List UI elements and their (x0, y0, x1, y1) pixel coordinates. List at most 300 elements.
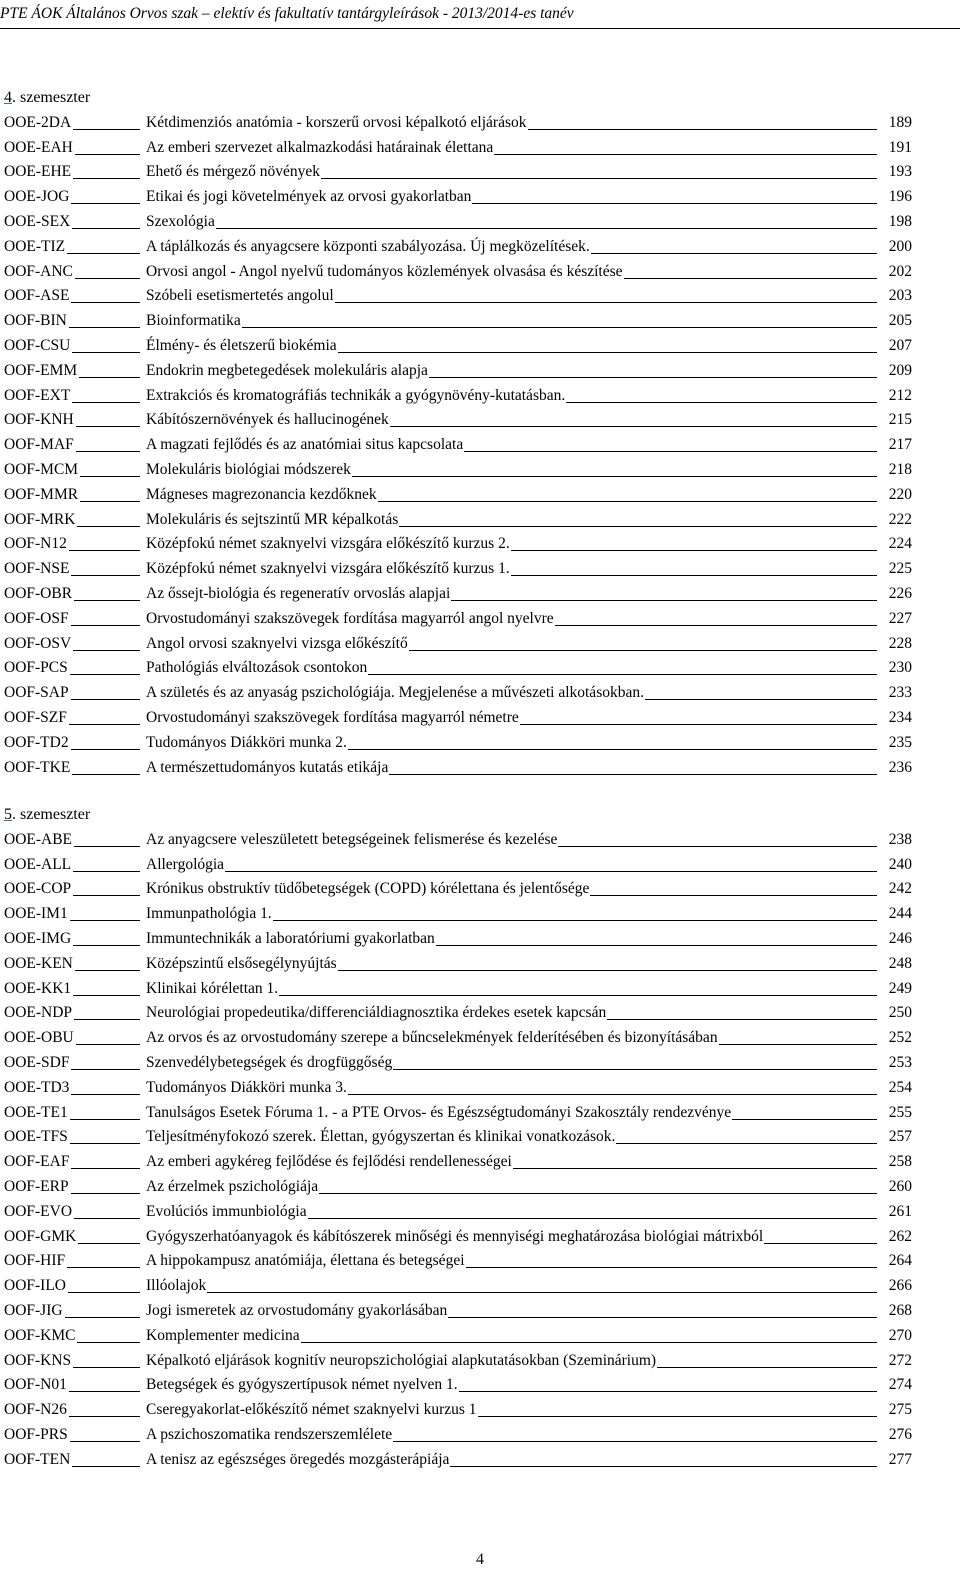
course-code: OOE-NDP (4, 1004, 73, 1022)
page-ref: 260 (888, 1178, 912, 1195)
toc-entry (4, 113, 912, 138)
page-ref: 248 (888, 954, 912, 972)
course-code: OOE-JOG (4, 188, 70, 206)
course-title: A tenisz az egészséges öregedés mozgásterápiája (146, 1450, 450, 1468)
course-title: Középfokú német szaknyelvi vizsgára előkészítő kurzus 2. (146, 535, 510, 553)
course-title-line (146, 1301, 880, 1321)
course-code: OOF-SAP (4, 684, 69, 702)
course-title-line (146, 187, 880, 207)
course-title-line (146, 113, 880, 133)
leader-line (511, 534, 877, 551)
course-title-line (146, 904, 880, 924)
toc-entry (4, 904, 912, 929)
leader-line (645, 683, 877, 700)
page-ref: 217 (888, 436, 912, 454)
toc-entry (4, 733, 912, 758)
course-title-line (146, 559, 880, 579)
leader-line (71, 1069, 140, 1070)
leader-line (348, 733, 877, 750)
course-title: Az őssejt-biológia és regeneratív orvoslás alapjai (146, 585, 451, 602)
course-title-line (146, 1251, 880, 1271)
page-ref: 257 (888, 1128, 912, 1146)
course-title: Bioinformatika (146, 312, 241, 330)
page-ref: 225 (888, 560, 912, 578)
course-title: Illóolajok (146, 1277, 207, 1295)
toc-entry (4, 336, 912, 361)
course-title-line (146, 138, 880, 158)
toc-entry (4, 534, 912, 559)
course-title: Krónikus obstruktív tüdőbetegségek (COPD) kórélettana és jelentősége (146, 880, 590, 898)
course-code: OOF-PRS (4, 1426, 68, 1443)
course-title: Endokrin megbetegedések molekuláris alapja (146, 361, 428, 379)
toc-entry (4, 212, 912, 237)
course-title: A hippokampusz anatómiája, élettana és betegségei (146, 1252, 465, 1270)
course-title: Tudományos Diákköri munka 3. (146, 1078, 347, 1096)
course-title: Etikai és jogi követelmények az orvosi gyakorlatban (146, 188, 472, 206)
page-ref: 252 (888, 1029, 912, 1047)
course-title-line (146, 1152, 880, 1172)
leader-line (75, 970, 140, 971)
course-code: OOF-PCS (4, 659, 68, 677)
toc-entry (4, 1078, 912, 1103)
course-title: Jogi ismeretek az orvostudomány gyakorlásában (146, 1302, 448, 1319)
course-title: Cseregyakorlat-előkészítő német szaknyelvi kurzus 1 (146, 1401, 477, 1419)
semester-heading (4, 88, 90, 108)
leader-line (390, 410, 877, 427)
course-title: A táplálkozás és anyagcsere központi szabályozása. Új megközelítések. (146, 237, 590, 255)
leader-line (321, 162, 877, 179)
leader-line (242, 311, 877, 328)
course-title-line (146, 1003, 880, 1023)
course-title-line (146, 435, 880, 455)
semester-number: 5 (4, 806, 12, 823)
course-code: OOE-COP (4, 880, 72, 898)
page-ref: 236 (888, 758, 912, 776)
course-title-line (146, 1127, 880, 1147)
leader-line (70, 1441, 140, 1442)
leader-line (472, 187, 877, 204)
course-title-line (146, 1375, 880, 1395)
leader-line (76, 426, 140, 427)
leader-line (72, 774, 140, 775)
toc-entry (4, 435, 912, 460)
course-code: OOE-ABE (4, 830, 73, 848)
course-title-line (146, 1177, 880, 1197)
course-title-line (146, 954, 880, 974)
course-title: A pszichoszomatika rendszerszemlélete (146, 1426, 393, 1443)
course-title: Betegségek és gyógyszertípusok német nyelven 1. (146, 1376, 458, 1394)
leader-line (71, 203, 140, 204)
page-ref: 242 (888, 880, 912, 898)
running-header: PTE ÁOK Általános Orvos szak – elektív és fakultatív tantárgyleírások - 2013/2014-es tanév (0, 2, 960, 29)
leader-line (80, 501, 140, 502)
page-ref: 234 (888, 709, 912, 726)
page-ref: 227 (888, 609, 912, 627)
course-title: Az orvos és az orvostudomány szerepe a bűncselekmények felderítésében és bizonyításában (146, 1029, 718, 1047)
course-code: OOE-IMG (4, 930, 72, 947)
toc-entry (4, 609, 912, 634)
course-code: OOF-ILO (4, 1277, 66, 1295)
leader-line (399, 510, 877, 527)
toc-entry (4, 658, 912, 683)
course-code: OOE-SEX (4, 213, 71, 230)
course-title-line (146, 1400, 880, 1420)
course-title: Középfokú német szaknyelvi vizsgára előkészítő kurzus 1. (146, 560, 510, 578)
page-ref: 276 (888, 1426, 912, 1443)
course-title-line (146, 733, 880, 753)
course-title: Neurológiai propedeutika/differenciáldiagnosztika érdekes esetek kapcsán (146, 1004, 607, 1022)
leader-line (216, 212, 877, 229)
course-code: OOE-IM1 (4, 905, 68, 923)
page-ref: 200 (888, 237, 912, 255)
toc-entry (4, 361, 912, 386)
course-code: OOE-SDF (4, 1054, 70, 1071)
course-title: Az emberi agykéreg fejlődése és fejlődési rendellenességei (146, 1153, 512, 1171)
leader-line (73, 895, 140, 896)
course-title: Az emberi szervezet alkalmazkodási határainak élettana (146, 138, 494, 156)
leader-line (77, 526, 140, 527)
leader-line (301, 1326, 877, 1343)
course-title: A magzati fejlődés és az anatómiai situs kapcsolata (146, 436, 464, 454)
semester-label: . szemeszter (12, 89, 91, 106)
toc-entry (4, 1301, 912, 1326)
leader-line (77, 1342, 140, 1343)
leader-line (71, 575, 140, 576)
course-code: OOF-KMC (4, 1326, 76, 1344)
course-code: OOE-TE1 (4, 1103, 68, 1121)
leader-line (70, 920, 140, 921)
leader-line (429, 361, 877, 378)
course-code: OOF-CSU (4, 337, 71, 354)
course-title-line (146, 1078, 880, 1098)
leader-line (451, 584, 877, 601)
leader-line (68, 1292, 140, 1293)
page-ref: 189 (888, 113, 912, 131)
course-title: Mágneses magrezonancia kezdőknek (146, 485, 377, 503)
leader-line (719, 1028, 877, 1045)
leader-line (393, 1053, 877, 1070)
toc-entry (4, 929, 912, 954)
page-ref: 191 (888, 138, 912, 156)
course-title-line (146, 584, 880, 604)
leader-line (65, 1317, 140, 1318)
course-code: OOF-N01 (4, 1376, 67, 1394)
toc-entry (4, 311, 912, 336)
page-ref: 207 (888, 337, 912, 354)
toc-entry (4, 683, 912, 708)
toc-entry (4, 979, 912, 1004)
leader-line (74, 600, 140, 601)
leader-line (71, 1193, 140, 1194)
leader-line (555, 609, 877, 626)
course-title: Pathológiás elváltozások csontokon (146, 659, 368, 677)
course-code: OOF-TEN (4, 1450, 71, 1468)
leader-line (607, 1003, 877, 1020)
page-ref: 209 (888, 361, 912, 379)
leader-line (80, 476, 140, 477)
course-title: Immuntechnikák a laboratóriumi gyakorlatban (146, 930, 435, 947)
leader-line (73, 945, 140, 946)
page-ref: 250 (888, 1004, 912, 1022)
course-title-line (146, 460, 880, 480)
leader-line (71, 699, 140, 700)
course-code: OOF-N12 (4, 535, 67, 553)
course-title: Extrakciós és kromatográfiás technikák a gyógynövény-kutatásban. (146, 386, 566, 404)
toc-entry (4, 1375, 912, 1400)
course-code: OOF-NSE (4, 560, 70, 578)
page-ref: 205 (888, 312, 912, 330)
leader-line (764, 1227, 877, 1244)
course-title: Szexológia (146, 213, 215, 230)
page-ref: 258 (888, 1153, 912, 1171)
page-ref: 198 (888, 213, 912, 230)
page-ref: 230 (888, 659, 912, 677)
page-ref: 277 (888, 1450, 912, 1468)
course-code: OOF-KNH (4, 411, 74, 429)
course-title-line (146, 485, 880, 505)
course-title: Kábítószernövények és hallucinogének (146, 411, 389, 429)
leader-line (478, 1400, 877, 1417)
leader-line (352, 460, 877, 477)
course-title-line (146, 1425, 880, 1445)
course-code: OOF-MCM (4, 461, 79, 478)
leader-line (511, 559, 877, 576)
toc-entry (4, 758, 912, 783)
leader-line (73, 1367, 140, 1368)
course-title: Komplementer medicina (146, 1326, 300, 1344)
toc-entry (4, 410, 912, 435)
course-code: OOF-EMM (4, 361, 78, 379)
course-code: OOE-KK1 (4, 979, 72, 997)
leader-line (732, 1103, 877, 1120)
toc-entry (4, 1450, 912, 1475)
course-title-line (146, 1053, 880, 1073)
leader-line (558, 830, 877, 847)
course-code: OOF-JIG (4, 1302, 63, 1319)
leader-line (75, 278, 140, 279)
course-code: OOE-TIZ (4, 237, 66, 255)
toc-entry (4, 1251, 912, 1276)
course-title: Kétdimenziós anatómia - korszerű orvosi képalkotó eljárások (146, 113, 527, 131)
course-code: OOF-ANC (4, 262, 73, 280)
course-title-line (146, 311, 880, 331)
leader-line (389, 758, 877, 775)
course-title-line (146, 855, 880, 875)
page-ref: 268 (888, 1302, 912, 1319)
course-code: OOF-KNS (4, 1351, 72, 1369)
page-ref: 266 (888, 1277, 912, 1295)
page-ref: 244 (888, 905, 912, 923)
course-title-line (146, 510, 880, 530)
toc-entry (4, 1400, 912, 1425)
leader-line (69, 724, 140, 725)
course-title: Orvosi angol - Angol nyelvű tudományos közlemények olvasása és készítése (146, 262, 623, 280)
course-code: OOF-MMR (4, 485, 79, 503)
leader-line (73, 650, 140, 651)
page-ref: 228 (888, 634, 912, 652)
course-title: Tudományos Diákköri munka 2. (146, 733, 347, 751)
leader-line (520, 708, 877, 725)
course-code: OOF-HIF (4, 1252, 66, 1270)
course-title-line (146, 830, 880, 850)
leader-line (436, 929, 877, 946)
leader-line (308, 1202, 877, 1219)
toc-entry (4, 634, 912, 659)
toc-entry (4, 1003, 912, 1028)
course-title: Az anyagcsere veleszületett betegségeinek felismerése és kezelése (146, 830, 558, 848)
course-title-line (146, 1202, 880, 1222)
leader-line (74, 1019, 140, 1020)
course-title-line (146, 386, 880, 406)
course-title: Immunpathológia 1. (146, 905, 272, 923)
course-title: Gyógyszerhatóanyagok és kábítószerek minőségi és mennyiségi meghatározása biológiai mátrixból (146, 1227, 764, 1245)
toc-entry (4, 1127, 912, 1152)
course-title-line (146, 212, 880, 232)
course-title-line (146, 979, 880, 999)
course-code: OOF-TKE (4, 758, 71, 776)
course-title: Az érzelmek pszichológiája (146, 1178, 319, 1195)
course-code: OOF-TD2 (4, 733, 69, 751)
course-code: OOE-2DA (4, 113, 72, 131)
course-title-line (146, 929, 880, 949)
page-ref: 212 (888, 386, 912, 404)
course-code: OOF-OSV (4, 634, 72, 652)
leader-line (75, 154, 140, 155)
course-title-line (146, 1326, 880, 1346)
leader-line (73, 178, 140, 179)
page-ref: 255 (888, 1103, 912, 1121)
toc-entry (4, 286, 912, 311)
leader-line (73, 129, 140, 130)
course-title-line (146, 1351, 880, 1371)
course-title-line (146, 162, 880, 182)
page-ref: 261 (888, 1202, 912, 1220)
page-ref: 203 (888, 287, 912, 305)
page-ref: 249 (888, 979, 912, 997)
toc-entry (4, 1028, 912, 1053)
course-title: Angol orvosi szaknyelvi vizsga előkészítő (146, 634, 408, 652)
toc-entry (4, 1053, 912, 1078)
leader-line (378, 485, 877, 502)
leader-line (513, 1152, 877, 1169)
toc-entry (4, 708, 912, 733)
leader-line (79, 377, 140, 378)
leader-line (71, 749, 140, 750)
leader-line (368, 658, 877, 675)
page-ref: 253 (888, 1054, 912, 1071)
course-title-line (146, 1227, 880, 1247)
course-title-line (146, 708, 880, 728)
toc-entry (4, 830, 912, 855)
leader-line (466, 1251, 878, 1268)
toc-entry (4, 1177, 912, 1202)
course-title-line (146, 1028, 880, 1048)
leader-line (409, 634, 877, 651)
leader-line (450, 1450, 877, 1467)
toc-entry (4, 485, 912, 510)
page-ref: 218 (888, 461, 912, 478)
toc-entry (4, 879, 912, 904)
course-title: Orvostudományi szakszövegek fordítása magyarról németre (146, 709, 519, 726)
leader-line (590, 879, 877, 896)
course-title: Molekuláris biológiai módszerek (146, 461, 351, 478)
course-title: Orvostudományi szakszövegek fordítása magyarról angol nyelvre (146, 609, 554, 627)
leader-line (70, 1119, 140, 1120)
leader-line (225, 855, 877, 872)
leader-line (74, 846, 140, 847)
course-code: OOF-ASE (4, 287, 70, 305)
leader-line (71, 1168, 140, 1169)
course-title: Evolúciós immunbiológia (146, 1202, 307, 1220)
toc-entry (4, 1103, 912, 1128)
course-code: OOE-TD3 (4, 1078, 70, 1096)
leader-line (69, 1416, 140, 1417)
leader-line (69, 550, 140, 551)
toc-entry (4, 510, 912, 535)
leader-line (76, 1044, 140, 1045)
course-title: A természettudományos kutatás etikája (146, 758, 389, 776)
course-title: Klinikai kórélettan 1. (146, 979, 279, 997)
course-code: OOE-EHE (4, 163, 72, 181)
course-title: A születés és az anyaság pszichológiája. Megjelenése a művészeti alkotásokban. (146, 684, 644, 702)
page-ref: 233 (888, 684, 912, 702)
leader-line (335, 286, 877, 303)
leader-line (71, 302, 140, 303)
course-code: OOF-BIN (4, 312, 67, 330)
leader-line (616, 1127, 877, 1144)
course-code: OOF-GMK (4, 1227, 77, 1245)
course-code: OOF-MAF (4, 436, 74, 454)
leader-line (566, 386, 877, 403)
leader-line (348, 1078, 877, 1095)
course-title-line (146, 336, 880, 356)
leader-line (69, 327, 140, 328)
leader-line (393, 1425, 877, 1442)
course-title-line (146, 879, 880, 899)
course-code: OOF-EVO (4, 1202, 73, 1220)
leader-line (70, 1143, 140, 1144)
course-code: OOF-EAF (4, 1153, 70, 1171)
leader-line (338, 954, 877, 971)
page-ref: 196 (888, 188, 912, 206)
course-title: Teljesítményfokozó szerek. Élettan, gyógyszertan és klinikai vonatkozások. (146, 1128, 616, 1146)
page-ref: 215 (888, 411, 912, 429)
course-code: OOE-OBU (4, 1029, 74, 1047)
course-code: OOE-ALL (4, 855, 72, 873)
toc-entry (4, 262, 912, 287)
leader-line (319, 1177, 877, 1194)
course-title-line (146, 534, 880, 554)
course-title: Tanulságos Esetek Fóruma 1. - a PTE Orvos- és Egészségtudományi Szakosztály rendezvénye (146, 1103, 732, 1121)
leader-line (73, 995, 140, 996)
leader-line (69, 1391, 140, 1392)
course-title-line (146, 683, 880, 703)
toc-entry (4, 460, 912, 485)
toc-entry (4, 386, 912, 411)
page-ref: 272 (888, 1351, 912, 1369)
page-ref: 235 (888, 733, 912, 751)
leader-line (464, 435, 877, 452)
leader-line (71, 625, 140, 626)
page-ref: 193 (888, 163, 912, 181)
course-title-line (146, 658, 880, 678)
toc-entry (4, 1227, 912, 1252)
page-ref: 224 (888, 535, 912, 553)
page-ref: 220 (888, 485, 912, 503)
course-title: Középszintű elsősegélynyújtás (146, 954, 337, 972)
page-ref: 246 (888, 930, 912, 947)
toc-entry (4, 1202, 912, 1227)
